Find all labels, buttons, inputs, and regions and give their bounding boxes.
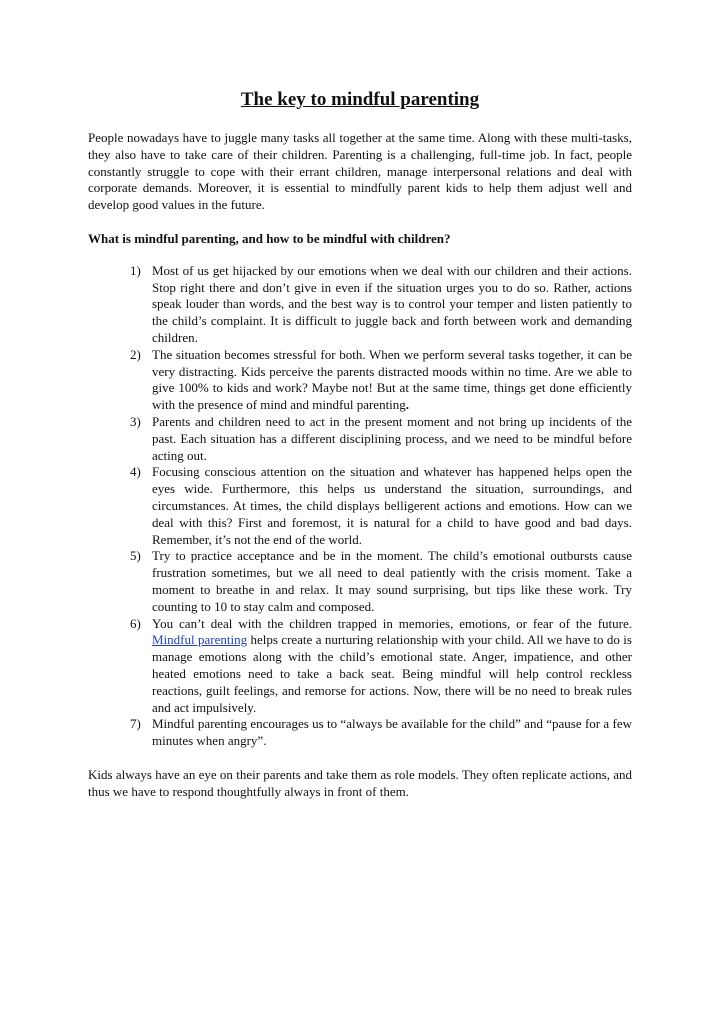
list-item-text: Most of us get hijacked by our emotions when we deal with our children and their actions. Stop right there and don’t give in even if the situation urges you to do so. Rather, actions speak louder than words, and the best way is to control your temper and listen patiently to the child’s complaint. It is difficult to juggle back and forth between work and demanding children. [152,262,632,345]
list-number: 6) [130,615,141,631]
list-number: 2) [130,346,141,362]
list-number: 4) [130,464,141,480]
list-item-text-before-link: You can’t deal with the children trapped in memories, emotions, or fear of the future. [152,615,632,631]
mindful-parenting-link[interactable]: Mindful parenting [152,632,248,648]
list-number: 1) [130,262,141,278]
closing-paragraph: Kids always have an eye on their parents and take them as role models. They often replicate actions, and thus we have to respond thoughtfully always in front of them. [88,766,632,799]
list-item [88,616,632,717]
list-item-text: Parents and children need to act in the present moment and not bring up incidents of the past. Each situation has a different disciplining process, and we need to be mindful before acting out. [152,413,632,463]
list-number: 7) [130,716,141,732]
list-item [88,414,632,464]
list-item [88,263,632,347]
bold-period: . [405,397,410,413]
numbered-list [88,263,632,750]
list-item [88,548,632,615]
list-item [88,347,632,414]
section-heading: What is mindful parenting, and how to be mindful with children? [88,230,451,246]
document-page [88,88,632,800]
list-item-text: Try to practice acceptance and be in the moment. The child’s emotional outbursts cause frustration sometimes, but we all need to deal patiently with the crisis moment. Take a moment to breathe in and relax. It may sound surprising, but tips like these work. Try counting to 10 to stay calm and composed. [152,548,632,614]
list-item [88,464,632,548]
intro-paragraph: People nowadays have to juggle many tasks all together at the same time. Along with these multi-tasks, they also have to take care of their children. Parenting is a challenging, full-time job. In fact, people constantly struggle to cope with their errant children, manage interpersonal relations and deal with corporate demands. Moreover, it is essential to mindfully parent kids to help them adjust well and develop good values in the future. [88,130,632,213]
list-number: 5) [130,548,141,564]
list-item-text: Focusing conscious attention on the situation and whatever has happened helps open the eyes wide. Furthermore, this helps us understand the situation, surroundings, and circumstances. At times, the child displays belligerent actions and emotions. How can we deal with this? First and foremost, it is natural for a child to have good and bad days. Remember, it’s not the end of the world. [152,464,632,547]
list-item-text: Mindful parenting encourages us to “always be available for the child” and “pause for a few minutes when angry”. [152,716,632,749]
list-item-text: The situation becomes stressful for both. When we perform several tasks together, it can be very distracting. Kids perceive the parents distracted moods within no time. Are we able to give 100% to kids and work? Maybe not! But at the same time, things get done efficiently with the presence of mind and mindful parenting [152,346,632,413]
list-item [88,716,632,750]
document-title: The key to mindful parenting [240,89,480,110]
list-number: 3) [130,413,141,429]
list-item-text-after-link: helps create a nurturing relationship with your child. All we have to do is manage emotions along with the child’s emotional state. Anger, impatience, and other heated emotions need to take a back seat. Being mindful will help control reckless reactions, guilt feelings, and remorse for actions. Now, there will be no need to break rules and act impulsively. [152,632,632,715]
